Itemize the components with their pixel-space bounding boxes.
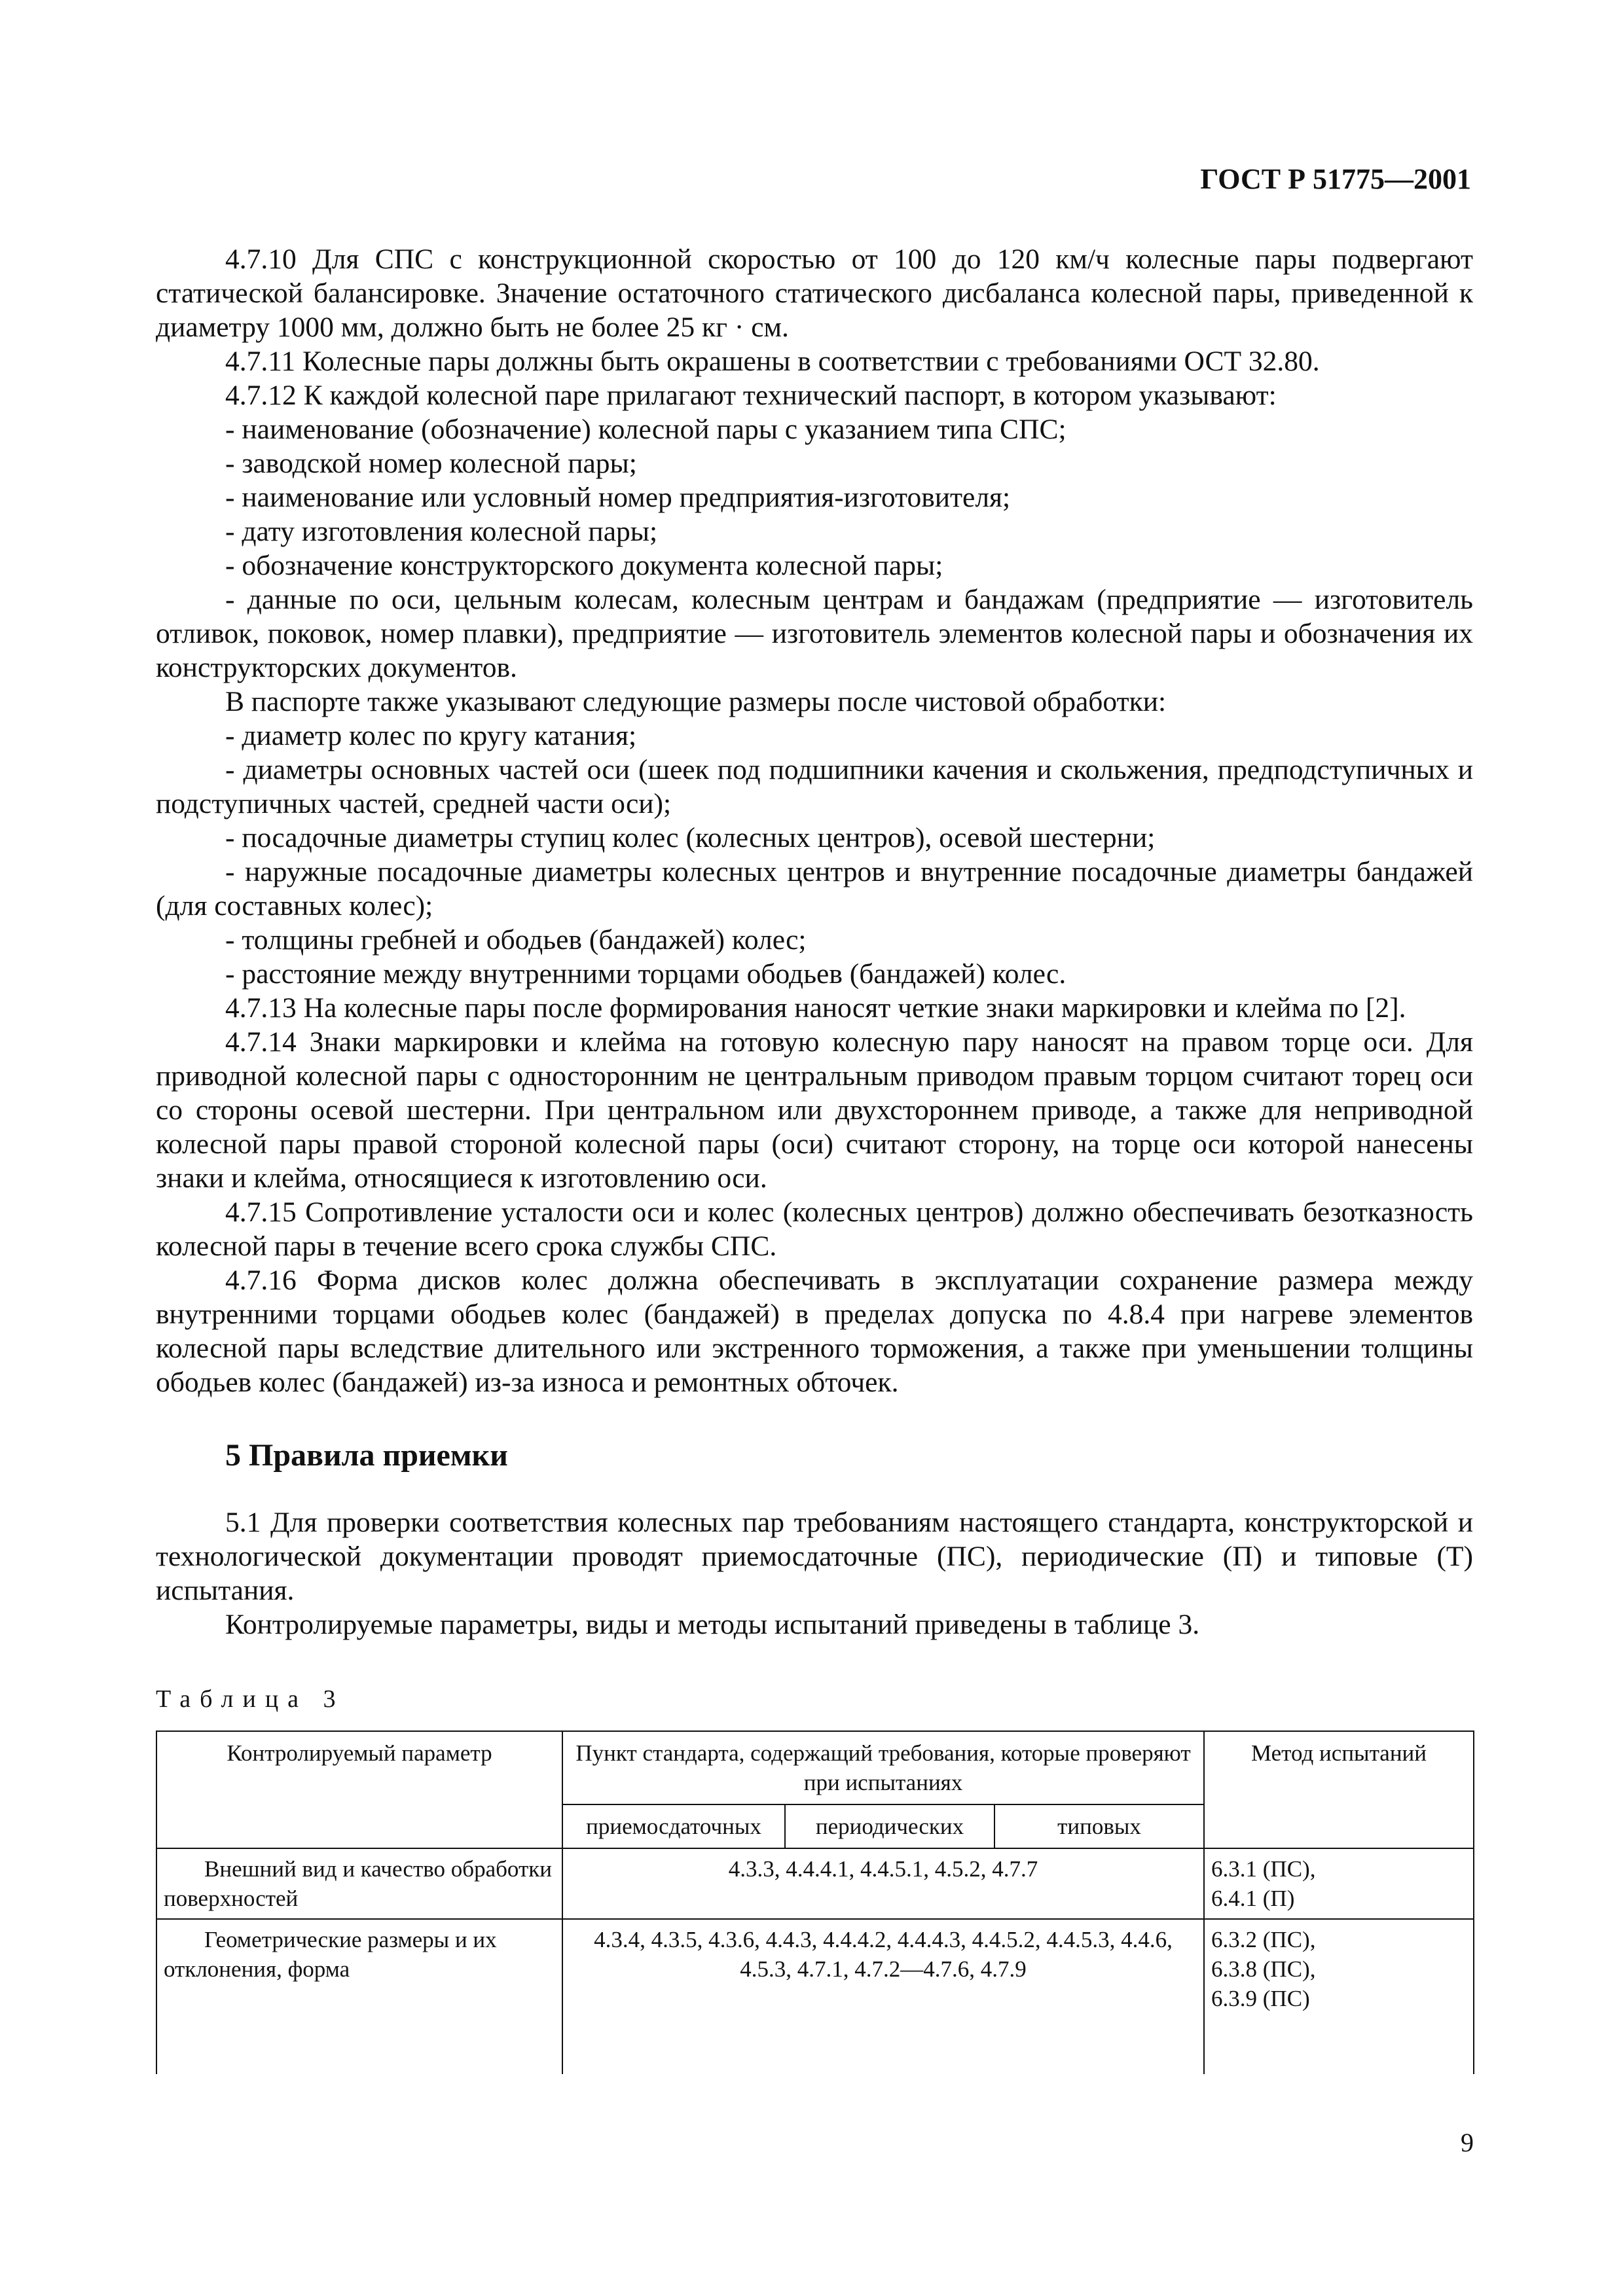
header-acceptance: приемосдаточных (562, 1804, 785, 1848)
list-item: - дату изготовления колесной пары; (225, 516, 658, 547)
paragraph-4-7-13: 4.7.13 На колесные пары после формирования наносят четкие знаки маркировки и клейма по [2]. (225, 992, 1406, 1024)
list-item: - посадочные диаметры ступиц колес (колесных центров), осевой шестерни; (225, 822, 1156, 853)
row-clauses: 4.3.3, 4.4.4.1, 4.4.5.1, 4.5.2, 4.7.7 (562, 1848, 1204, 1919)
list-item: - толщины гребней и ободьев (бандажей) колес; (225, 924, 807, 956)
list-item: - данные по оси, цельным колесам, колесным центрам и бандажам (предприятие — изготовитель отливок, поковок, номер плавки), предприятие — изготовитель элементов колесной пары и обозначения их конструкторских документов. (156, 584, 1473, 683)
list-item: - диаметр колес по кругу катания; (225, 720, 637, 751)
passport-paragraph: В паспорте также указывают следующие размеры после чистовой обработки: (225, 686, 1167, 717)
row-method (1204, 1848, 1474, 1919)
list-item: - обозначение конструкторского документа колесной пары; (225, 550, 943, 581)
page-content (156, 242, 1473, 2074)
paragraph-5-1: 5.1 Для проверки соответствия колесных пар требованиям настоящего стандарта, конструкторской и технологической документации проводят приемосдаточные (ПС), периодические (П) и типовые (Т) испытания. (156, 1507, 1473, 1606)
page-number: 9 (1461, 2128, 1474, 2157)
paragraph-4-7-11: 4.7.11 Колесные пары должны быть окрашены в соответствии с требованиями ОСТ 32.80. (225, 346, 1320, 377)
header-type: типовых (994, 1804, 1204, 1848)
list-item: - наименование или условный номер предприятия-изготовителя; (225, 482, 1011, 513)
document-code: ГОСТ Р 51775—2001 (1200, 163, 1471, 195)
list-item: - диаметры основных частей оси (шеек под подшипники качения и скольжения, предподступичных и подступичных частей, средней части оси); (156, 754, 1473, 819)
table-title: Таблица 3 (156, 1685, 345, 1713)
header-periodic: периодических (785, 1804, 994, 1848)
list-item: - наружные посадочные диаметры колесных центров и внутренние посадочные диаметры бандажей (для составных колес); (156, 856, 1473, 922)
row-param (156, 1848, 562, 1919)
list-item: - заводской номер колесной пары; (225, 448, 637, 479)
inspection-table (156, 1731, 1474, 2074)
method-line: 6.3.1 (ПС), (1211, 1856, 1316, 1882)
header-method: Метод испытаний (1204, 1731, 1474, 1848)
method-line: 6.4.1 (П) (1211, 1886, 1295, 1911)
table-row (156, 1919, 1474, 2074)
paragraph-4-7-12: 4.7.12 К каждой колесной паре прилагают технический паспорт, в котором указывают: (225, 380, 1277, 411)
method-line: 6.3.8 (ПС), (1211, 1956, 1316, 1982)
row-method (1204, 1919, 1474, 2074)
paragraph-4-7-16: 4.7.16 Форма дисков колес должна обеспечивать в эксплуатации сохранение размера между внутренними торцами ободьев колес (бандажей) в пределах допуска по 4.8.4 при нагреве элементов колесной пары вследствие длительного или экстренного торможения, а также при уменьшении толщины ободьев колес (бандажей) из-за износа и ремонтных обточек. (156, 1265, 1473, 1398)
method-line: 6.3.9 (ПС) (1211, 1986, 1310, 2011)
row-clauses: 4.3.4, 4.3.5, 4.3.6, 4.4.3, 4.4.4.2, 4.4.4.3, 4.4.5.2, 4.4.5.3, 4.4.6, 4.5.3, 4.7.1, 4.7.2—4.7.6, 4.7.9 (562, 1919, 1204, 2074)
row-param (156, 1919, 562, 2074)
paragraph-4-7-14: 4.7.14 Знаки маркировки и клейма на готовую колесную пару наносят на правом торце оси. Для приводной колесной пары с односторонним не центральным приводом правым торцом считают торец оси со стороны осевой шестерни. При центральном или двухстороннем приводе, а также для неприводной колесной пары правой стороной колесной пары (оси) считают сторону, на торце оси которой нанесены знаки и клейма, относящиеся к изготовлению оси. (156, 1026, 1473, 1194)
header-clause: Пункт стандарта, содержащий требования, которые проверяют при испытаниях (562, 1731, 1204, 1804)
paragraph-4-7-10: 4.7.10 Для СПС с конструкционной скоростью от 100 до 120 км/ч колесные пары подвергают статической балансировке. Значение остаточного статического дисбаланса колесной пары, приведенной к диаметру 1000 мм, должно быть не более 25 кг · см. (156, 243, 1473, 343)
row-param-text: Геометрические размеры и их отклонения, форма (164, 1927, 497, 1982)
method-line: 6.3.2 (ПС), (1211, 1927, 1316, 1952)
row-param-text: Внешний вид и качество обработки поверхностей (164, 1856, 552, 1911)
list-item: - наименование (обозначение) колесной пары с указанием типа СПС; (225, 414, 1067, 445)
paragraph-4-7-15: 4.7.15 Сопротивление усталости оси и колес (колесных центров) должно обеспечивать безотказность колесной пары в течение всего срока службы СПС. (156, 1196, 1473, 1262)
list-item: - расстояние между внутренними торцами ободьев (бандажей) колес. (225, 958, 1067, 990)
paragraph-5-1-table-ref: Контролируемые параметры, виды и методы испытаний приведены в таблице 3. (225, 1609, 1200, 1640)
header-param: Контролируемый параметр (156, 1731, 562, 1848)
section-heading: 5 Правила приемки (225, 1438, 508, 1473)
table-row (156, 1848, 1474, 1919)
